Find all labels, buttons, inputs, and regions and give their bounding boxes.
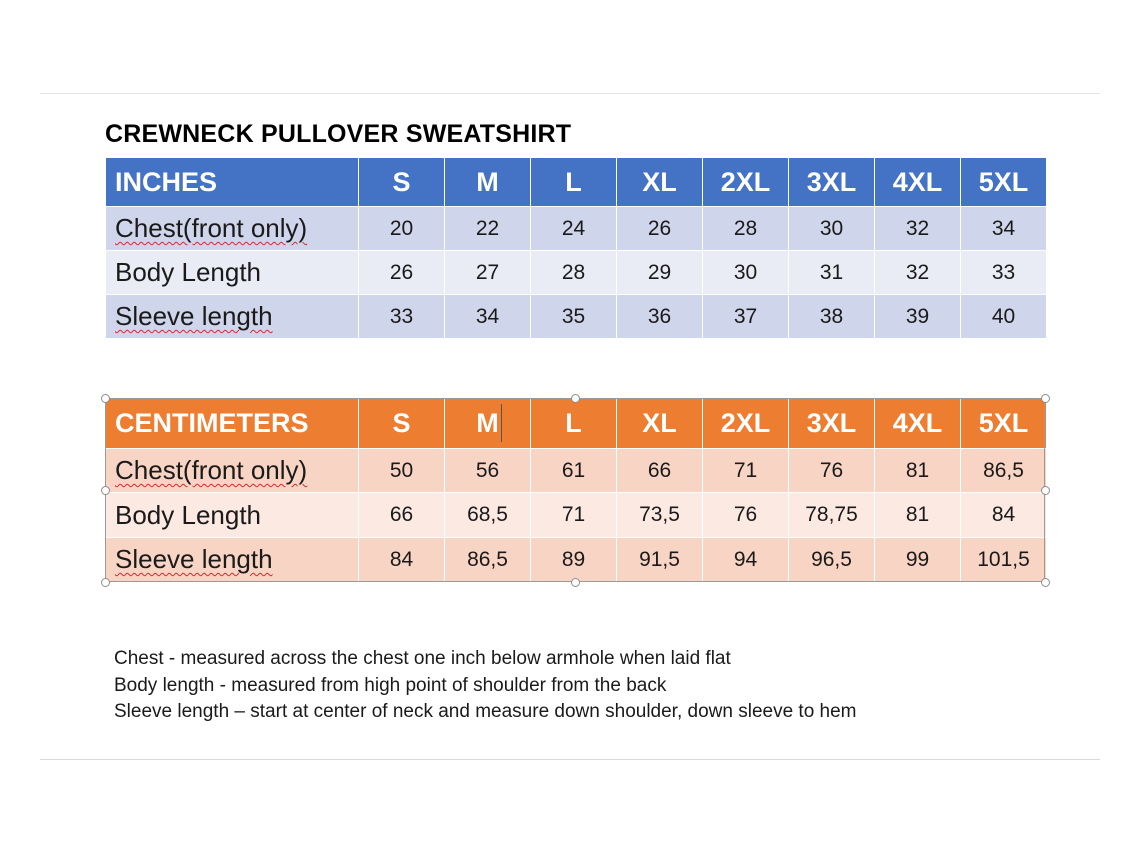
centimeters-size-table[interactable] — [105, 398, 1047, 582]
table-cell: 37 — [703, 295, 789, 339]
table-cell: 33 — [359, 295, 445, 339]
resize-handle-middle-left[interactable] — [101, 486, 110, 495]
table-cell: 89 — [531, 538, 617, 582]
chart-title: CREWNECK PULLOVER SWEATSHIRT — [105, 120, 572, 148]
table-cell: 96,5 — [789, 538, 875, 582]
row-label-chest: Chest(front only) — [106, 449, 359, 493]
size-header-s: S — [359, 399, 445, 449]
table-row — [106, 207, 1047, 251]
table-header-row — [106, 399, 1047, 449]
table-cell: 61 — [531, 449, 617, 493]
table-cell: 28 — [531, 251, 617, 295]
table-cell: 68,5 — [445, 493, 531, 538]
size-header-s: S — [359, 158, 445, 207]
row-label-sleeve-length: Sleeve length — [106, 295, 359, 339]
table-cell: 26 — [617, 207, 703, 251]
table-cell: 33 — [961, 251, 1047, 295]
table-cell: 86,5 — [445, 538, 531, 582]
size-header-m: M — [445, 158, 531, 207]
table-row — [106, 295, 1047, 339]
table-cell: 26 — [359, 251, 445, 295]
size-header-3xl: 3XL — [789, 158, 875, 207]
inches-size-table[interactable] — [105, 157, 1047, 339]
size-header-2xl: 2XL — [703, 158, 789, 207]
table-cell: 30 — [703, 251, 789, 295]
resize-handle-top-left[interactable] — [101, 394, 110, 403]
table-cell: 78,75 — [789, 493, 875, 538]
table-cell: 22 — [445, 207, 531, 251]
size-header-2xl: 2XL — [703, 399, 789, 449]
table-cell: 84 — [961, 493, 1047, 538]
size-header-l: L — [531, 399, 617, 449]
table-cell: 73,5 — [617, 493, 703, 538]
table-cell: 71 — [531, 493, 617, 538]
table-cell: 40 — [961, 295, 1047, 339]
table-cell: 36 — [617, 295, 703, 339]
table-cell: 34 — [961, 207, 1047, 251]
size-header-5xl: 5XL — [961, 399, 1047, 449]
size-header-l: L — [531, 158, 617, 207]
table-cell: 32 — [875, 207, 961, 251]
table-cell: 20 — [359, 207, 445, 251]
table-cell: 28 — [703, 207, 789, 251]
table-cell: 39 — [875, 295, 961, 339]
table-row — [106, 493, 1047, 538]
note-sleeve-length: Sleeve length – start at center of neck and measure down shoulder, down sleeve to hem — [114, 701, 857, 722]
table-row — [106, 251, 1047, 295]
size-header-xl: XL — [617, 158, 703, 207]
table-cell: 38 — [789, 295, 875, 339]
row-label-body-length: Body Length — [106, 493, 359, 538]
table-cell: 30 — [789, 207, 875, 251]
resize-handle-middle-right[interactable] — [1041, 486, 1050, 495]
table-row — [106, 538, 1047, 582]
table-cell: 94 — [703, 538, 789, 582]
table-cell: 76 — [703, 493, 789, 538]
inches-header-label: INCHES — [106, 158, 359, 207]
table-cell: 99 — [875, 538, 961, 582]
table-cell: 29 — [617, 251, 703, 295]
table-cell: 101,5 — [961, 538, 1047, 582]
note-chest: Chest - measured across the chest one inch below armhole when laid flat — [114, 648, 731, 669]
resize-handle-bottom-right[interactable] — [1041, 578, 1050, 587]
row-label-sleeve-length: Sleeve length — [106, 538, 359, 582]
table-cell: 76 — [789, 449, 875, 493]
table-cell: 56 — [445, 449, 531, 493]
centimeters-header-label: CENTIMETERS — [106, 399, 359, 449]
table-header-row — [106, 158, 1047, 207]
table-cell: 81 — [875, 449, 961, 493]
table-cell: 91,5 — [617, 538, 703, 582]
note-body-length: Body length - measured from high point of shoulder from the back — [114, 674, 667, 696]
table-cell: 32 — [875, 251, 961, 295]
size-header-4xl: 4XL — [875, 399, 961, 449]
size-header-xl: XL — [617, 399, 703, 449]
resize-handle-bottom-center[interactable] — [571, 578, 580, 587]
row-label-body-length: Body Length — [106, 251, 359, 295]
table-row — [106, 449, 1047, 493]
table-cell: 35 — [531, 295, 617, 339]
measurement-notes — [114, 646, 857, 726]
resize-handle-bottom-left[interactable] — [101, 578, 110, 587]
table-cell: 24 — [531, 207, 617, 251]
table-cell: 34 — [445, 295, 531, 339]
size-header-5xl: 5XL — [961, 158, 1047, 207]
row-label-chest: Chest(front only) — [106, 207, 359, 251]
table-cell: 50 — [359, 449, 445, 493]
size-header-4xl: 4XL — [875, 158, 961, 207]
table-cell: 81 — [875, 493, 961, 538]
size-header-m: M — [445, 399, 531, 449]
table-cell: 86,5 — [961, 449, 1047, 493]
text-cursor — [501, 404, 502, 442]
resize-handle-top-center[interactable] — [571, 394, 580, 403]
table-cell: 31 — [789, 251, 875, 295]
table-cell: 66 — [359, 493, 445, 538]
table-cell: 84 — [359, 538, 445, 582]
resize-handle-top-right[interactable] — [1041, 394, 1050, 403]
table-cell: 27 — [445, 251, 531, 295]
table-cell: 71 — [703, 449, 789, 493]
size-header-3xl: 3XL — [789, 399, 875, 449]
table-cell: 66 — [617, 449, 703, 493]
